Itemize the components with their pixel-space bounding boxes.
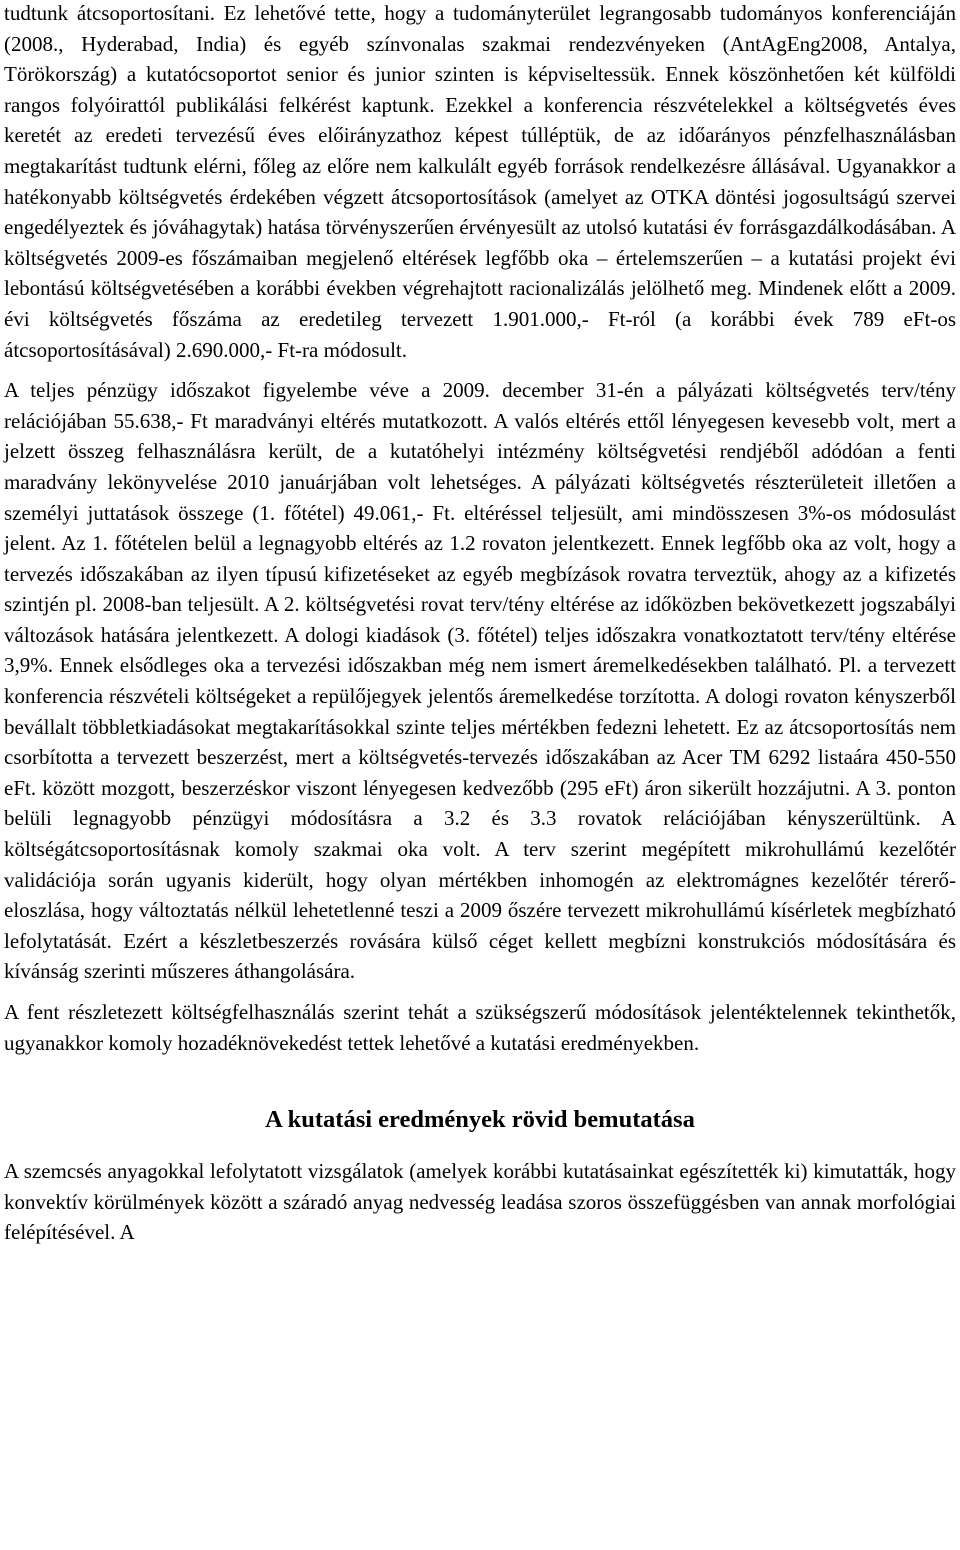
paragraph-results-intro: A szemcsés anyagokkal lefolytatott vizsgálatok (amelyek korábbi kutatásainkat egészítették ki) kimutatták, hogy konvektív körülmények között a száradó anyag nedvesség leadása szoros összefüggésben van annak morfológiai felépítésével. A xyxy=(4,1159,956,1245)
paragraph-summary: A fent részletezett költségfelhasználás szerint tehát a szükségszerű módosítások jelentéktelennek tekinthetők, ugyanakkor komoly hozadéknövekedést tettek lehetővé a kutatási eredményekben. xyxy=(4,1000,956,1055)
paragraph-budget-reallocation: tudtunk átcsoportosítani. Ez lehetővé tette, hogy a tudományterület legrangosabb tudományos konferenciáján (2008., Hyderabad, India) és egyéb színvonalas szakmai rendezvényeken (AntAgEng2008, Antalya, Törökország) a kutatócsoportot senior és junior szinten is képviseltessük. Ennek köszönhetően két külföldi rangos folyóirattól publikálási felkérést kaptunk. Ezekkel a konferencia részvételekkel a költségvetés éves keretét az eredeti tervezésű éves előirányzathoz képest túlléptük, de az időarányos pénzfelhasználásban megtakarítást tudtunk elérni, főleg az előre nem kalkulált egyéb források rendelkezésre állásával. Ugyanakkor a hatékonyabb költségvetés érdekében végzett átcsoportosítások (amelyet az OTKA döntési jogosultságú szervei engedélyeztek és jóváhagytak) hatása törvényszerűen érvényesült az utolsó kutatási év forrásgazdálkodásában. A költségvetés 2009-es főszámaiban megjelenő eltérések legfőbb oka – értelemszerűen – a kutatási projekt évi lebontású költségvetésében a korábbi években végrehajtott racionalizálás jelölhető meg. Mindenek előtt a 2009. évi költségvetés főszáma az eredetileg tervezett 1.901.000,- Ft-ról (a korábbi évek 789 eFt-os átcsoportosításával) 2.690.000,- Ft-ra módosult. xyxy=(4,1,956,362)
document-page xyxy=(4,0,956,1248)
section-heading-results: A kutatási eredmények rövid bemutatása xyxy=(265,1106,695,1134)
paragraph-financial-period: A teljes pénzügy időszakot figyelembe véve a 2009. december 31-én a pályázati költségvetés terv/tény relációjában 55.638,- Ft maradványi eltérés mutatkozott. A valós eltérés ettől lényegesen kevesebb volt, mert a jelzett összeg felhasználásra került, de a kutatóhelyi intézmény költségvetési rendjéből adódóan a fenti maradvány lekönyvelése 2010 januárjában volt lehetséges. A pályázati költségvetés részterületeit illetően a személyi juttatások összege (1. főtétel) 49.061,- Ft. eltéréssel teljesült, ami mindösszesen 3%-os módosulást jelent. Az 1. főtételen belül a legnagyobb eltérés az 1.2 rovaton jelentkezett. Ennek legfőbb oka az volt, hogy a tervezés időszakában az ilyen típusú kifizetéseket az egyéb megbízások rovatra terveztük, ahogy az a kifizetés szintjén pl. 2008-ban teljesült. A 2. költségvetési rovat terv/tény eltérése az időközben bekövetkezett jogszabályi változások hatására jelentkezett. A dologi kiadások (3. főtétel) teljes időszakra vonatkoztatott terv/tény eltérése 3,9%. Ennek elsődleges oka a tervezési időszakban még nem ismert áremelkedésekben található. Pl. a tervezett konferencia részvételi költségeket a repülőjegyek jelentős áremelkedése torzította. A dologi rovaton kényszerből bevállalt többletkiadásokat megtakarításokkal szinte teljes mértékben fedezni lehetett. Ez az átcsoportosítás nem csorbította a tervezett beszerzést, mert a költségvetés-tervezés időszakában az Acer TM 6292 listaára 450-550 eFt. között mozgott, beszerzéskor viszont lényegesen kedvezőbb (295 eFt) áron sikerült hozzájutni. A 3. ponton belüli legnagyobb pénzügyi módosításra a 3.2 és 3.3 rovatok relációjában kényszerültünk. A költségátcsoportosításnak komoly szakmai oka volt. A terv szerint megépített mikrohullámú kezelőtér validációja során ugyanis kiderült, hogy olyan mértékben inhomogén az elektromágnes kezelőtér térerő-eloszlása, hogy változtatás nélkül lehetetlenné teszi a 2009 őszére tervezett mikrohullámú kísérletek megbízható lefolytatását. Ezért a készletbeszerzés rovására külső céget kellett megbízni konstrukciós módosítására és kívánság szerinti műszeres áthangolására. xyxy=(4,378,956,984)
